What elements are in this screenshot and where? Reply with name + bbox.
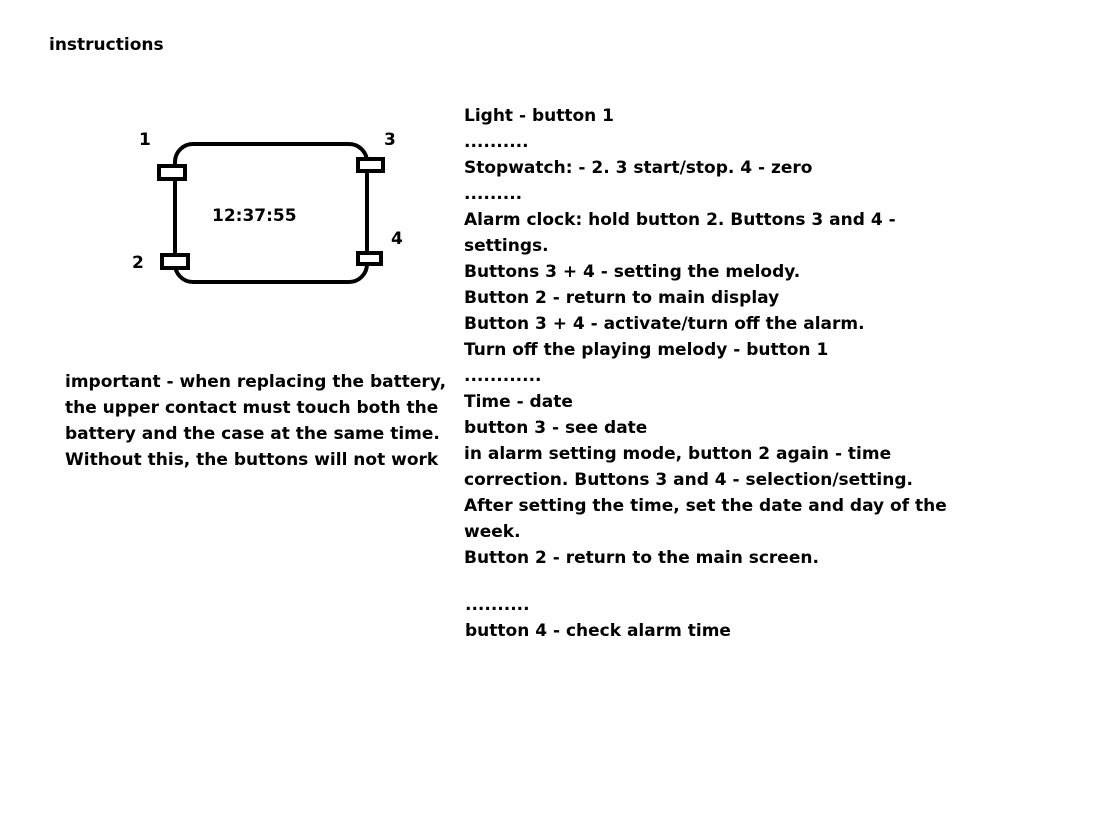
step-line: .......... [464,132,529,152]
step-line: week. [464,522,521,542]
battery-note-line: battery and the case at the same time. [65,424,440,444]
battery-note-line: important - when replacing the battery, [65,372,447,392]
button-1-tab [159,166,185,179]
step-line: button 4 - check alarm time [465,621,731,641]
battery-note [65,369,447,473]
button-label-1: 1 [139,130,151,150]
page-title: instructions [49,35,164,55]
step-line: Button 3 + 4 - activate/turn off the alarm. [464,314,865,334]
step-line: Button 2 - return to the main screen. [464,548,819,568]
blank-spacer [464,571,924,592]
step-line: button 3 - see date [464,418,648,438]
step-line: settings. [464,236,549,256]
step-line: ............ [464,366,542,386]
instruction-steps [464,103,947,644]
button-3-tab [358,159,383,171]
step-line: .......... [465,595,530,615]
step-line: Time - date [464,392,573,412]
step-line: Alarm clock: hold button 2. Buttons 3 and 4 - [464,210,896,230]
button-4-tab [358,253,381,264]
step-line: in alarm setting mode, button 2 again - time [464,444,892,464]
step-line: ......... [464,184,523,204]
display-time: 12:37:55 [212,206,297,226]
button-2-tab [162,255,188,268]
battery-note-line: Without this, the buttons will not work [65,450,439,470]
button-label-2: 2 [132,253,144,273]
step-line: correction. Buttons 3 and 4 - selection/setting. [464,470,913,490]
step-line: Button 2 - return to main display [464,288,780,308]
step-line: Light - button 1 [464,106,615,126]
step-line: After setting the time, set the date and day of the [464,496,947,516]
step-line: Buttons 3 + 4 - setting the melody. [464,262,801,282]
button-label-3: 3 [384,130,396,150]
watch-diagram [120,120,420,300]
step-line: Turn off the playing melody - button 1 [464,340,829,360]
step-line: Stopwatch: - 2. 3 start/stop. 4 - zero [464,158,813,178]
battery-note-line: the upper contact must touch both the [65,398,439,418]
button-label-4: 4 [391,229,403,249]
